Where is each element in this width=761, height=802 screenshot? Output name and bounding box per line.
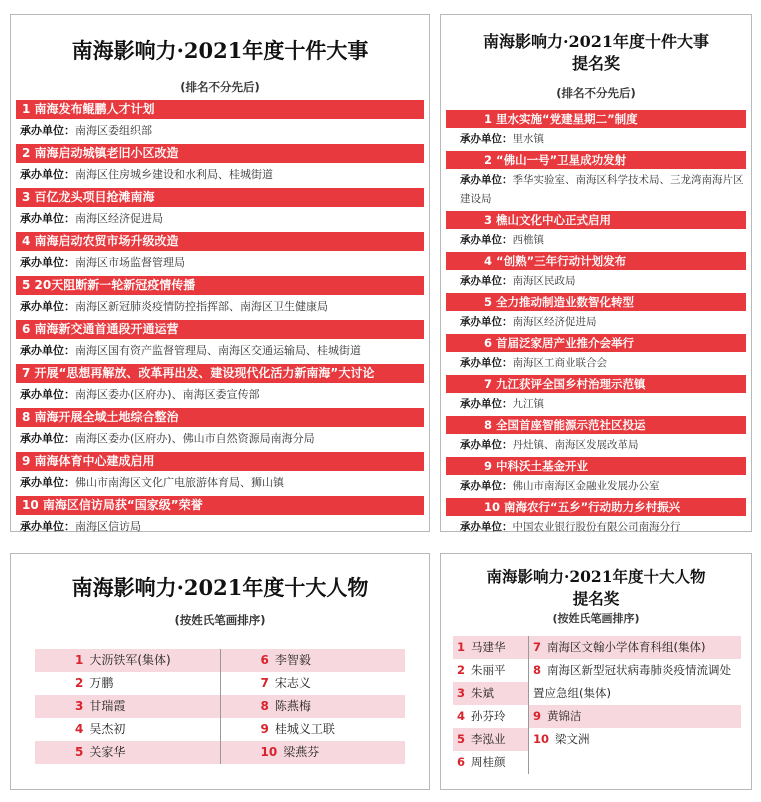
event-organizer: 承办单位：南海区委组织部	[20, 124, 152, 137]
event-item	[446, 498, 746, 516]
event-num: 1	[484, 112, 493, 126]
event-organizer: 承办单位：南海区经济促进局	[20, 212, 163, 225]
event-item	[446, 334, 746, 352]
panel-title: 南海影响力·2021年度十大人物	[71, 575, 369, 600]
event-organizer: 承办单位：丹灶镇、南海区发展改革局	[460, 439, 639, 451]
event-organizer: 承办单位：南海区信访局	[20, 520, 141, 533]
event-item	[16, 320, 424, 339]
event-num: 1	[22, 102, 31, 116]
event-item	[16, 188, 424, 207]
event-item	[16, 364, 424, 383]
event-num: 10	[484, 500, 501, 514]
event-num: 2	[484, 153, 493, 167]
event-name: 南海新交通首通段开通运营	[34, 322, 179, 336]
event-name: 九江获评全国乡村治理示范镇	[496, 377, 646, 391]
person-entry: 6 李智毅	[260, 653, 311, 667]
nominated-people-panel	[440, 553, 752, 790]
nominated-people-grid	[453, 636, 741, 774]
event-num: 5	[22, 278, 31, 292]
event-name: 南海农行“五乡”行动助力乡村振兴	[504, 500, 681, 514]
event-organizer: 承办单位：南海区住房城乡建设和水利局、桂城街道	[20, 168, 273, 181]
person-entry: 7 宋志义	[260, 676, 311, 690]
person-entry: 2 朱丽平	[457, 663, 506, 677]
event-organizer: 承办单位：南海区工商业联合会	[460, 357, 607, 369]
event-item	[446, 375, 746, 393]
event-num: 9	[484, 459, 493, 473]
event-num: 10	[22, 498, 39, 512]
event-num: 6	[22, 322, 31, 336]
person-entry: 8 南海区新型冠状病毒肺炎疫情流调处置应急组(集体)	[533, 663, 732, 700]
panel-title: 南海影响力·2021年度十件大事	[71, 38, 369, 63]
event-organizer: 承办单位：里水镇	[460, 133, 544, 145]
event-organizer: 承办单位：佛山市南海区文化广电旅游体育局、狮山镇	[20, 476, 284, 489]
event-name: 南海发布鲲鹏人才计划	[34, 102, 155, 116]
person-entry: 9 桂城义工联	[260, 722, 335, 736]
event-name: 开展“思想再解放、改革再出发、建设现代化活力新南海”大讨论	[34, 366, 375, 380]
person-entry: 2 万鹏	[35, 672, 221, 695]
event-name: 首届泛家居产业推介会举行	[496, 336, 635, 350]
person-entry: 1 大沥铁军(集体)	[35, 649, 221, 672]
event-organizer: 承办单位：中国农业银行股份有限公司南海分行	[460, 521, 681, 533]
event-item	[446, 416, 746, 434]
person-entry: 5 李泓业	[453, 728, 528, 751]
event-name: 百亿龙头项目抢滩南海	[34, 190, 155, 204]
event-organizer: 承办单位：南海区国有资产监督管理局、南海区交通运输局、桂城街道	[20, 344, 361, 357]
event-num: 8	[22, 410, 31, 424]
event-item	[16, 276, 424, 295]
event-item	[446, 252, 746, 270]
event-num: 7	[484, 377, 493, 391]
event-name: “佛山一号”卫星成功发射	[496, 153, 627, 167]
event-name: 南海启动城镇老旧小区改造	[34, 146, 179, 160]
person-entry: 3 朱斌	[453, 682, 528, 705]
people-grid	[35, 649, 405, 764]
top-ten-people-panel	[10, 553, 430, 790]
person-entry: 8 陈燕梅	[260, 699, 311, 713]
event-organizer: 承办单位：南海区委办(区府办)、南海区委宣传部	[20, 388, 260, 401]
event-num: 8	[484, 418, 493, 432]
event-item	[16, 232, 424, 251]
panel-title: 南海影响力·2021年度十件大事 提名奖	[482, 32, 710, 73]
event-num: 6	[484, 336, 493, 350]
event-name: 全力推动制造业数智化转型	[496, 295, 635, 309]
event-organizer: 承办单位：南海区民政局	[460, 275, 576, 287]
event-name: 南海启动农贸市场升级改造	[34, 234, 179, 248]
event-item	[16, 452, 424, 471]
panel-note: (排名不分先后)	[556, 86, 636, 100]
nominated-event-list	[446, 110, 746, 539]
person-entry: 3 甘瑞霞	[35, 695, 221, 718]
event-name: 全国首座智能源示范社区投运	[496, 418, 646, 432]
panel-note: (按姓氏笔画排序)	[174, 613, 266, 627]
event-num: 2	[22, 146, 31, 160]
event-name: “创熟”三年行动计划发布	[496, 254, 627, 268]
event-item	[16, 144, 424, 163]
people-row	[35, 695, 405, 718]
event-organizer: 承办单位：南海区委办(区府办)、佛山市自然资源局南海分局	[20, 432, 315, 445]
event-item	[16, 496, 424, 515]
event-organizer: 承办单位：九江镇	[460, 398, 544, 410]
event-name: 南海区信访局获“国家级”荣誉	[42, 498, 203, 512]
event-list	[16, 100, 424, 540]
event-item	[446, 110, 746, 128]
person-entry: 5 关家华	[35, 741, 221, 764]
event-item	[446, 151, 746, 169]
person-entry: 10 梁燕芬	[260, 745, 320, 759]
event-item	[446, 293, 746, 311]
person-entry: 10 梁文洲	[533, 732, 590, 746]
event-name: 里水实施“党建星期二”制度	[496, 112, 638, 126]
person-entry: 4 孙芬玲	[457, 709, 506, 723]
panel-title: 南海影响力·2021年度十大人物 提名奖	[486, 567, 706, 608]
event-organizer: 承办单位：南海区经济促进局	[460, 316, 597, 328]
event-num: 5	[484, 295, 493, 309]
panel-note: (排名不分先后)	[180, 80, 260, 94]
person-entry: 7 南海区文翰小学体育科组(集体)	[529, 636, 741, 659]
event-name: 中科沃土基金开业	[496, 459, 589, 473]
person-entry: 4 吴杰初	[35, 718, 221, 741]
event-organizer: 承办单位：西樵镇	[460, 234, 544, 246]
event-num: 9	[22, 454, 31, 468]
event-num: 3	[22, 190, 31, 204]
people-row	[35, 672, 405, 695]
event-item	[446, 457, 746, 475]
event-organizer: 承办单位：季华实验室、南海区科学技术局、三龙湾南海片区建设局	[460, 174, 744, 205]
event-num: 7	[22, 366, 31, 380]
event-name: 20天阻断新一轮新冠疫情传播	[34, 278, 196, 292]
event-item	[446, 211, 746, 229]
event-organizer: 承办单位：南海区新冠肺炎疫情防控指挥部、南海区卫生健康局	[20, 300, 328, 313]
nominated-people-left-column	[453, 636, 529, 774]
event-item	[16, 100, 424, 119]
event-name: 樵山文化中心正式启用	[496, 213, 612, 227]
nominated-people-right-column	[529, 636, 741, 774]
person-entry: 6 周桂颜	[457, 755, 506, 769]
nominated-events-panel	[440, 14, 752, 532]
event-name: 南海体育中心建成启用	[34, 454, 155, 468]
event-name: 南海开展全域土地综合整治	[34, 410, 179, 424]
person-entry: 1 马建华	[453, 636, 528, 659]
event-num: 4	[484, 254, 493, 268]
people-row	[35, 741, 405, 764]
event-organizer: 承办单位：佛山市南海区金融业发展办公室	[460, 480, 660, 492]
panel-note: (按姓氏笔画排序)	[552, 612, 640, 625]
event-num: 4	[22, 234, 31, 248]
top-ten-events-panel	[10, 14, 430, 532]
event-organizer: 承办单位：南海区市场监督管理局	[20, 256, 185, 269]
people-row	[35, 718, 405, 741]
event-num: 3	[484, 213, 493, 227]
people-row	[35, 649, 405, 672]
person-entry: 9 黄锦洁	[529, 705, 741, 728]
event-item	[16, 408, 424, 427]
